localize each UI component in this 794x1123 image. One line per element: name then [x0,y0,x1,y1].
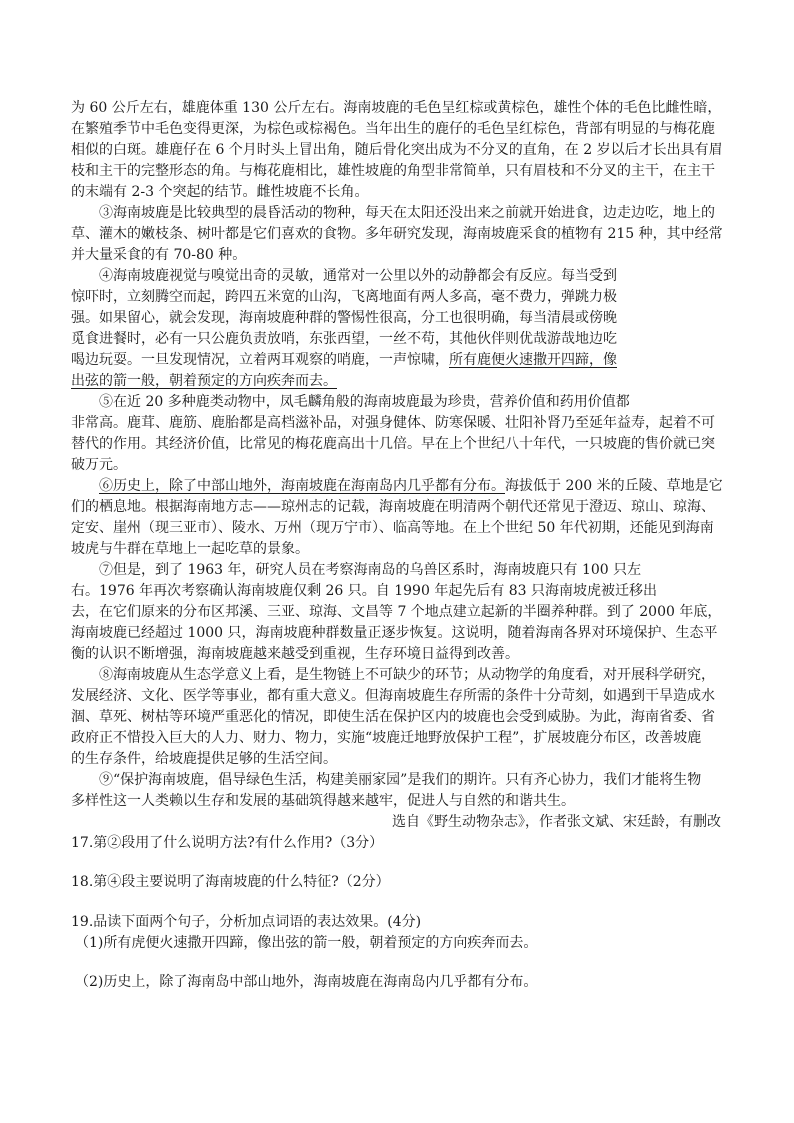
passage-line: ⑦但是，到了 1963 年，研究人员在考察海南岛的乌兽区系时，海南坡鹿只有 100 只左 [99,562,642,578]
question-18: 18.第④段主要说明了海南坡鹿的什么特征?（2分） [71,874,390,890]
passage-line [99,476,723,496]
passage-line: 政府正不惜投入巨大的人力、财力、物力，实施“坡鹿迁地野放保护工程”，扩展坡鹿分布区，改善坡鹿 [71,730,702,746]
passage-line: 发展经济、文化、医学等事业，都有重大意义。但海南坡鹿生存所需的条件十分苛刻，如遇到干旱造成水 [71,688,715,704]
passage-line: 的末端有 2-3 个突起的结节。雌性坡鹿不长角。 [71,184,369,200]
passage-line: 破万元。 [71,457,127,473]
question-17: 17.第②段用了什么说明方法?有什么作用?（3分） [71,835,384,851]
passage-line: ⑧海南坡鹿从生态学意义上看，是生物链上不可缺少的环节；从动物学的角度看，对开展科学研究， [99,667,715,683]
passage-line: 去，在它们原来的分布区邦溪、三亚、琼海、文昌等 7 个地点建立起新的半圈养种群。到了 2000 年底， [71,604,722,620]
passage-text: 海拔低于 200 米的丘陵、草地是它 [505,478,723,494]
passage-text: 喝边玩耍。一旦发现情况，立着两耳观察的哨鹿，一声惊啸， [71,352,449,368]
underlined-sentence: 出弦的箭一般，朝着预定的方向疾奔而去。 [71,373,337,389]
passage-line: 草、灌木的嫩枝条、树叶都是它们喜欢的食物。多年研究发现，海南坡鹿采食的植物有 215 种，其中经常 [71,226,723,242]
underlined-sentence: 所有鹿便火速撒开四蹄，像 [449,352,617,368]
passage-line: ④海南坡鹿视觉与嗅觉出奇的灵敏，通常对一公里以外的动静都会有反应。每当受到 [99,268,617,284]
passage-line: 非常高。鹿茸、鹿筋、鹿胎都是高档滋补品，对强身健体、防寒保暖、壮阳补肾乃至延年益寿，起着不可 [71,415,715,431]
passage-line: 为 60 公斤左右，雄鹿体重 130 公斤左右。海南坡鹿的毛色呈红棕或黄棕色，雄性个体的毛色比雌性暗， [71,100,722,116]
passage-line: 相似的白斑。雄鹿仔在 6 个月时头上冒出角，随后骨化突出成为不分叉的直角，在 2 岁以后才长出具有眉 [71,142,723,158]
passage-line: 坡虎与牛群在草地上一起吃草的景象。 [71,541,309,557]
source-citation: 选自《野生动物杂志》，作者张文斌、宋廷龄，有删改 [392,814,721,830]
question-19: 19.品读下面两个句子，分析加点词语的表达效果。(4分) [71,914,422,930]
passage-line: 们的栖息地。根据海南地方志——琼州志的记载，海南坡鹿在明清两个朝代还常见于澄迈、琼山、琼海、 [71,499,715,515]
passage-line: 海南坡鹿已经超过 1000 只，海南坡鹿种群数量正逐步恢复。这说明，随着海南各界对环境保护、生态平 [71,625,718,641]
passage-line: 并大量采食的有 70-80 种。 [71,247,247,263]
question-19-sentence-2: （2)历史上，除了海南岛中部山地外，海南坡鹿在海南岛内几乎都有分布。 [75,974,538,990]
passage-line: ③海南坡鹿是比较典型的晨昏活动的物种，每天在太阳还没出来之前就开始进食，边走边吃，地上的 [99,205,715,221]
passage-line: 多样性这一人类赖以生存和发展的基础筑得越来越牢，促进人与自然的和谐共生。 [71,793,575,809]
question-19-sentence-1: （1)所有虎便火速撒开四蹄，像出弦的箭一般，朝着预定的方向疾奔而去。 [75,935,538,951]
underlined-sentence: ⑥历史上，除了中部山地外，海南坡鹿在海南岛内几乎都有分布。 [99,478,505,494]
passage-line: 替代的作用。其经济价值，比常见的梅花鹿高出十几倍。早在上个世纪八十年代，一只坡鹿的售价就已突 [71,436,715,452]
passage-line: 右。1976 年再次考察确认海南坡鹿仅剩 26 只。自 1990 年起先后有 83 只海南坡虎被迁移出 [71,583,658,599]
passage-line: ⑨“保护海南坡鹿，倡导绿色生活，构建美丽家园”是我们的期许。只有齐心协力，我们才能将生物 [99,772,702,788]
passage-line: 在繁殖季节中毛色变得更深，为棕色或棕褐色。当年出生的鹿仔的毛色呈红棕色，背部有明显的与梅花鹿 [71,121,715,137]
passage-line: 觅食进餐时，必有一只公鹿负责放哨，东张西望，一丝不苟，其他伙伴则优哉游哉地边吃 [71,331,617,347]
passage-line: 强。如果留心，就会发现，海南坡鹿种群的警惕性很高，分工也很明确，每当清晨或傍晚 [71,310,617,326]
passage-line: 惊吓时，立刻腾空而起，跨四五米宽的山沟，飞离地面有两人多高，毫不费力，弹跳力极 [71,289,617,305]
passage-line: 枝和主干的完整形态的角。与梅花鹿相比，雄性坡鹿的角型非常简单，只有眉枝和不分叉的主干，在主干 [71,163,715,179]
passage-line: 定安、崖州（现三亚市）、陵水、万州（现万宁市）、临高等地。在上个世纪 50 年代初期，还能见到海南 [71,520,714,536]
passage-line [71,350,617,370]
passage-line: ⑤在近 20 多种鹿类动物中，凤毛麟角般的海南坡鹿最为珍贵，营养价值和药用价值都 [99,394,630,410]
passage-line: 的生存条件，给坡鹿提供足够的生活空间。 [71,751,337,767]
passage-line: 衡的认识不断增强，海南坡鹿越来越受到重视，生存环境日益得到改善。 [71,646,519,662]
passage-line: 涸、草死、树枯等环境严重恶化的情况，即使生活在保护区内的坡鹿也会受到威胁。为此，海南省委、省 [71,709,715,725]
